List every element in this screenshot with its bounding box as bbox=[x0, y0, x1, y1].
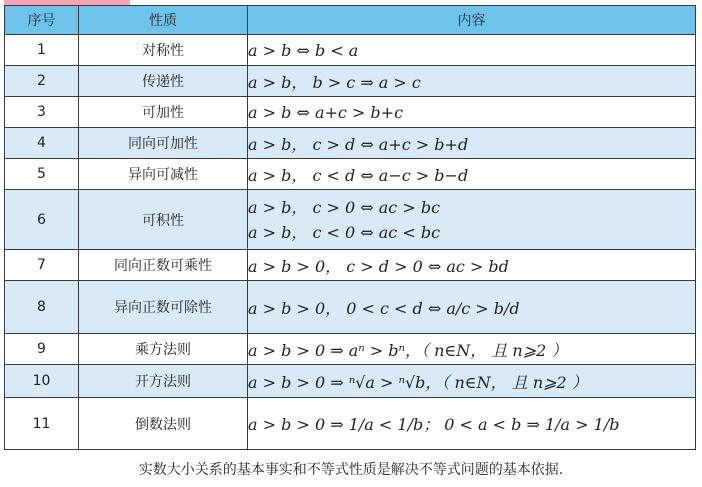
row-content: a > b > 0， c > d > 0 ⇔ ac > bd bbox=[248, 250, 696, 281]
row-index: 11 bbox=[5, 398, 79, 450]
row-property: 异向可减性 bbox=[79, 159, 248, 190]
table-row bbox=[5, 250, 696, 281]
table-row bbox=[5, 281, 696, 334]
table-header-row bbox=[5, 6, 696, 35]
row-index: 7 bbox=[5, 250, 79, 281]
table-row bbox=[5, 66, 696, 97]
row-property: 乘方法则 bbox=[79, 334, 248, 365]
row-content-line: a > b， c < 0 ⇔ ac < bc bbox=[248, 222, 441, 242]
table-row bbox=[5, 128, 696, 159]
row-property: 同向可加性 bbox=[79, 128, 248, 159]
table-row bbox=[5, 35, 696, 66]
row-content-line: a > b， c > 0 ⇔ ac > bc bbox=[248, 197, 441, 217]
row-property: 开方法则 bbox=[79, 365, 248, 398]
header-content: 内容 bbox=[248, 6, 696, 35]
table-row bbox=[5, 97, 696, 128]
row-content: a > b > 0 ⇒ 1/a < 1/b； 0 < a < b ⇒ 1/a > 1/b bbox=[248, 398, 696, 450]
row-index: 8 bbox=[5, 281, 79, 334]
row-content: a > b > 0， 0 < c < d ⇔ a/c > b/d bbox=[248, 281, 696, 334]
row-index: 6 bbox=[5, 190, 79, 250]
table-row bbox=[5, 398, 696, 450]
header-index: 序号 bbox=[5, 6, 79, 35]
row-content: a > b ⇔ a+c > b+c bbox=[248, 97, 696, 128]
row-index: 10 bbox=[5, 365, 79, 398]
table-row bbox=[5, 365, 696, 398]
footer-note: 实数大小关系的基本事实和不等式性质是解决不等式问题的基本依据. bbox=[138, 462, 564, 478]
row-content: a > b， b > c ⇒ a > c bbox=[248, 66, 696, 97]
row-property: 倒数法则 bbox=[79, 398, 248, 450]
row-index: 1 bbox=[5, 35, 79, 66]
row-index: 2 bbox=[5, 66, 79, 97]
row-index: 5 bbox=[5, 159, 79, 190]
row-index: 4 bbox=[5, 128, 79, 159]
header-property: 性质 bbox=[79, 6, 248, 35]
row-property: 同向正数可乘性 bbox=[79, 250, 248, 281]
row-index: 9 bbox=[5, 334, 79, 365]
table-row bbox=[5, 159, 696, 190]
row-content: a > b， c > d ⇔ a+c > b+d bbox=[248, 128, 696, 159]
row-property: 传递性 bbox=[79, 66, 248, 97]
row-property: 异向正数可除性 bbox=[79, 281, 248, 334]
row-content bbox=[248, 190, 696, 250]
row-content: a > b， c < d ⇔ a−c > b−d bbox=[248, 159, 696, 190]
row-property: 可积性 bbox=[79, 190, 248, 250]
inequality-properties-table bbox=[4, 5, 696, 450]
table-row bbox=[5, 334, 696, 365]
row-property: 对称性 bbox=[79, 35, 248, 66]
row-content: a > b > 0 ⇒ ⁿ√a > ⁿ√b，（ n∈N， 且 n⩾2 ） bbox=[248, 365, 696, 398]
row-content: a > b > 0 ⇒ aⁿ > bⁿ，（ n∈N， 且 n⩾2 ） bbox=[248, 334, 696, 365]
row-content: a > b ⇔ b < a bbox=[248, 35, 696, 66]
row-index: 3 bbox=[5, 97, 79, 128]
table-row bbox=[5, 190, 696, 250]
row-property: 可加性 bbox=[79, 97, 248, 128]
